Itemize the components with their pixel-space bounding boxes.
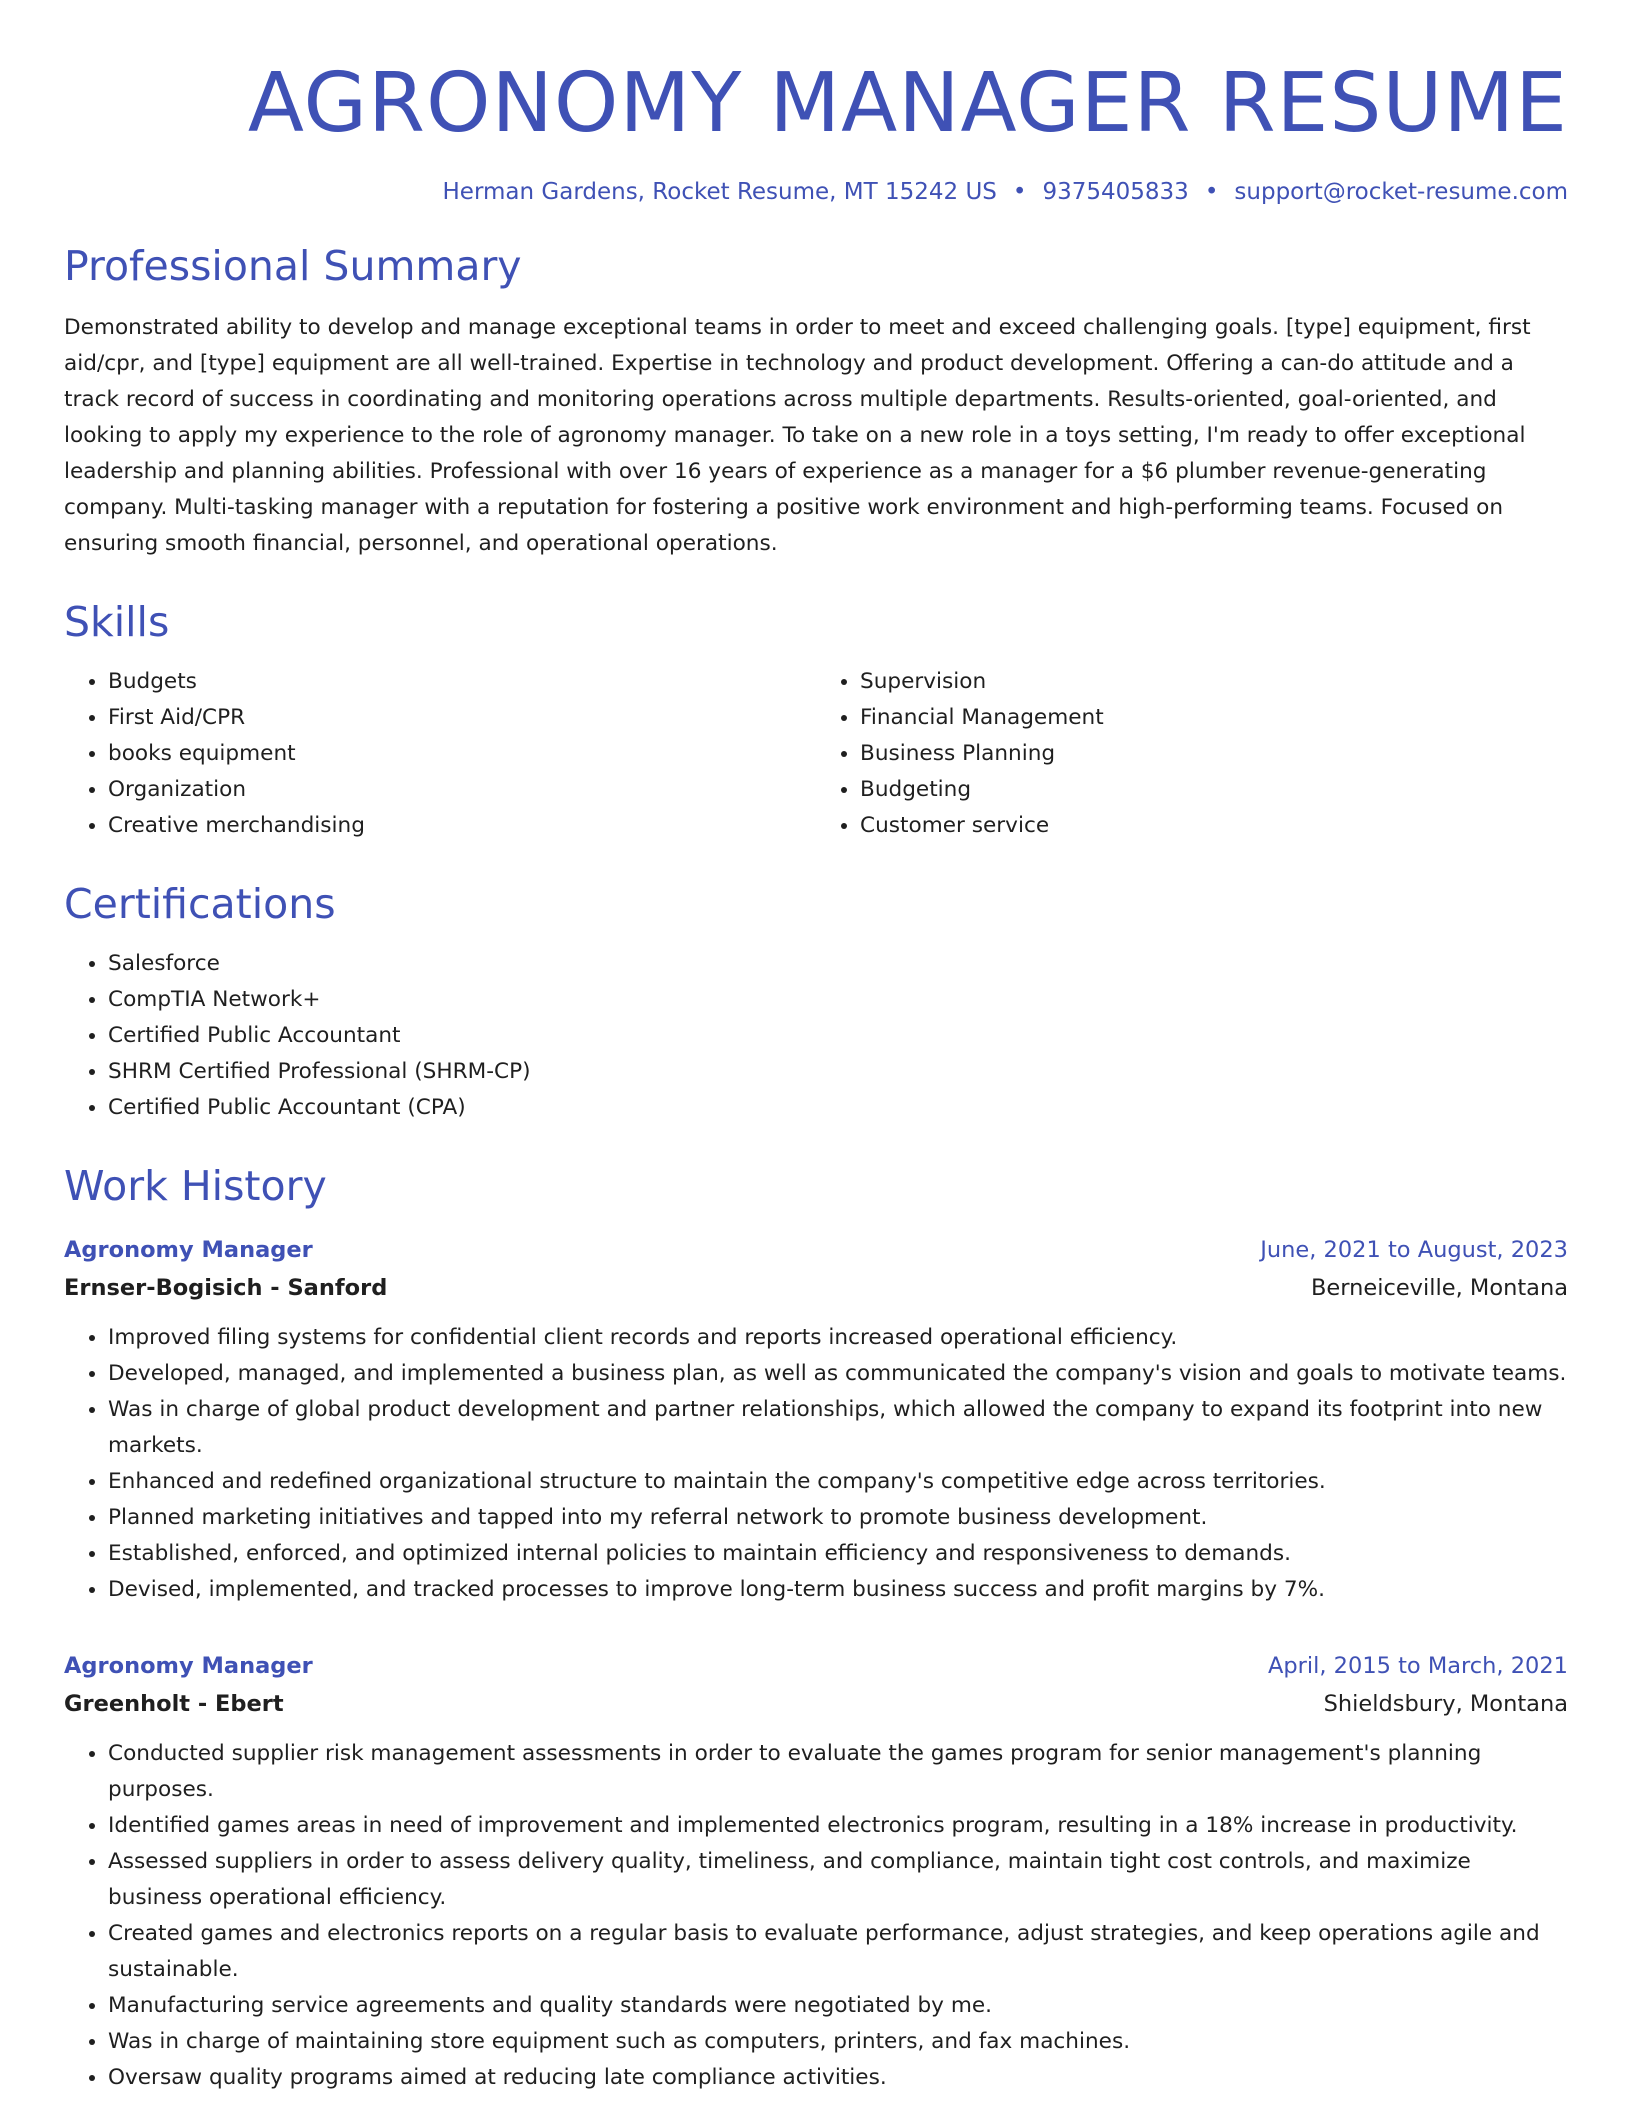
skills-section (64, 596, 1568, 844)
skills-list-right (816, 664, 1568, 844)
job-dates: June, 2021 to August, 2023 (1260, 1237, 1568, 1263)
job-title: Agronomy Manager (64, 1237, 313, 1263)
job-title: Agronomy Manager (64, 1653, 313, 1679)
job-bullet: • Created games and electronics reports on a regular basis to evaluate performance, adjust strategies, and keep operations agile and sustainable. (108, 1916, 1568, 1988)
job-bullets (64, 1736, 1568, 2096)
job-bullet: • Established, enforced, and optimized internal policies to maintain efficiency and responsiveness to demands. (108, 1536, 1568, 1572)
work-history-section (64, 1160, 1568, 2096)
skill-item: • Business Planning (860, 736, 1568, 772)
job-title-row (64, 1648, 1568, 1684)
professional-summary-section (64, 240, 1568, 562)
skill-item: • Organization (108, 772, 816, 808)
resume-title: AGRONOMY MANAGER RESUME (247, 56, 1568, 151)
job-bullets (64, 1320, 1568, 1608)
job-bullet: • Assessed suppliers in order to assess delivery quality, timeliness, and compliance, maintain tight cost controls, and maximize business operational efficiency. (108, 1844, 1568, 1916)
job-dates: April, 2015 to March, 2021 (1267, 1653, 1568, 1679)
job-entry (64, 1648, 1568, 2096)
certifications-section (64, 878, 1568, 1126)
summary-text: Demonstrated ability to develop and manage exceptional teams in order to meet and exceed challenging goals. [type] equipment, first aid/cpr, and [type] equipment are all well-trained. Expertise in technology and product development. Offering a can-do attitude and a track record of success in coordinating and monitoring operations across multiple departments. Results-oriented, goal-oriented, and looking to apply my experience to the role of agronomy manager. To take on a new role in a toys setting, I'm ready to offer exceptional leadership and planning abilities. Professional with over 16 years of experience as a manager for a $6 plumber revenue-generating company. Multi-tasking manager with a reputation for fostering a positive work environment and high-performing teams. Focused on ensuring smooth financial, personnel, and operational operations. (64, 315, 1531, 556)
job-entry (64, 1232, 1568, 1608)
job-bullet: • Improved filing systems for confidential client records and reports increased operational efficiency. (108, 1320, 1568, 1356)
certification-item: • Certified Public Accountant (CPA) (108, 1090, 1568, 1126)
certifications-list (64, 946, 1568, 1126)
skills-list-left (64, 664, 816, 844)
job-title-row (64, 1232, 1568, 1268)
job-bullet: • Oversaw quality programs aimed at reducing late compliance activities. (108, 2060, 1568, 2096)
contact-phone: 9375405833 (1042, 179, 1189, 205)
job-bullet: • Was in charge of global product development and partner relationships, which allowed the company to expand its footprint into new markets. (108, 1392, 1568, 1464)
skill-item: • Customer service (860, 808, 1568, 844)
resume-header (64, 52, 1568, 208)
skill-item: • Supervision (860, 664, 1568, 700)
skill-item: • First Aid/CPR (108, 700, 816, 736)
job-bullet: • Planned marketing initiatives and tapped into my referral network to promote business development. (108, 1500, 1568, 1536)
job-bullet: • Was in charge of maintaining store equipment such as computers, printers, and fax machines. (108, 2024, 1568, 2060)
job-company-row (64, 1684, 1568, 1724)
job-company: Ernser-Bogisich - Sanford (64, 1275, 388, 1301)
contact-email: support@rocket-resume.com (1234, 179, 1568, 205)
section-heading-certifications: Certifications (64, 880, 336, 928)
contact-address: Herman Gardens, Rocket Resume, MT 15242 US (442, 179, 997, 205)
contact-line (64, 176, 1568, 208)
contact-separator: • (1012, 179, 1027, 205)
section-heading-summary: Professional Summary (64, 242, 522, 290)
section-heading-skills: Skills (64, 598, 170, 646)
job-bullet: • Enhanced and redefined organizational structure to maintain the company's competitive edge across territories. (108, 1464, 1568, 1500)
job-location: Shieldsbury, Montana (1323, 1691, 1568, 1717)
job-company-row (64, 1268, 1568, 1308)
skill-item: • Financial Management (860, 700, 1568, 736)
certification-item: • CompTIA Network+ (108, 982, 1568, 1018)
skill-item: • Budgeting (860, 772, 1568, 808)
certification-item: • SHRM Certified Professional (SHRM-CP) (108, 1054, 1568, 1090)
section-heading-work-history: Work History (64, 1162, 327, 1210)
certification-item: • Certified Public Accountant (108, 1018, 1568, 1054)
job-bullet: • Identified games areas in need of improvement and implemented electronics program, resulting in a 18% increase in productivity. (108, 1808, 1568, 1844)
skill-item: • Budgets (108, 664, 816, 700)
job-bullet: • Manufacturing service agreements and quality standards were negotiated by me. (108, 1988, 1568, 2024)
job-bullet: • Conducted supplier risk management assessments in order to evaluate the games program for senior management's planning purposes. (108, 1736, 1568, 1808)
skills-columns (64, 664, 1568, 844)
job-location: Berneiceville, Montana (1310, 1275, 1568, 1301)
job-bullet: • Devised, implemented, and tracked processes to improve long-term business success and profit margins by 7%. (108, 1572, 1568, 1608)
contact-separator: • (1204, 179, 1219, 205)
job-company: Greenholt - Ebert (64, 1691, 284, 1717)
certification-item: • Salesforce (108, 946, 1568, 982)
skill-item: • books equipment (108, 736, 816, 772)
skill-item: • Creative merchandising (108, 808, 816, 844)
job-bullet: • Developed, managed, and implemented a business plan, as well as communicated the company's vision and goals to motivate teams. (108, 1356, 1568, 1392)
